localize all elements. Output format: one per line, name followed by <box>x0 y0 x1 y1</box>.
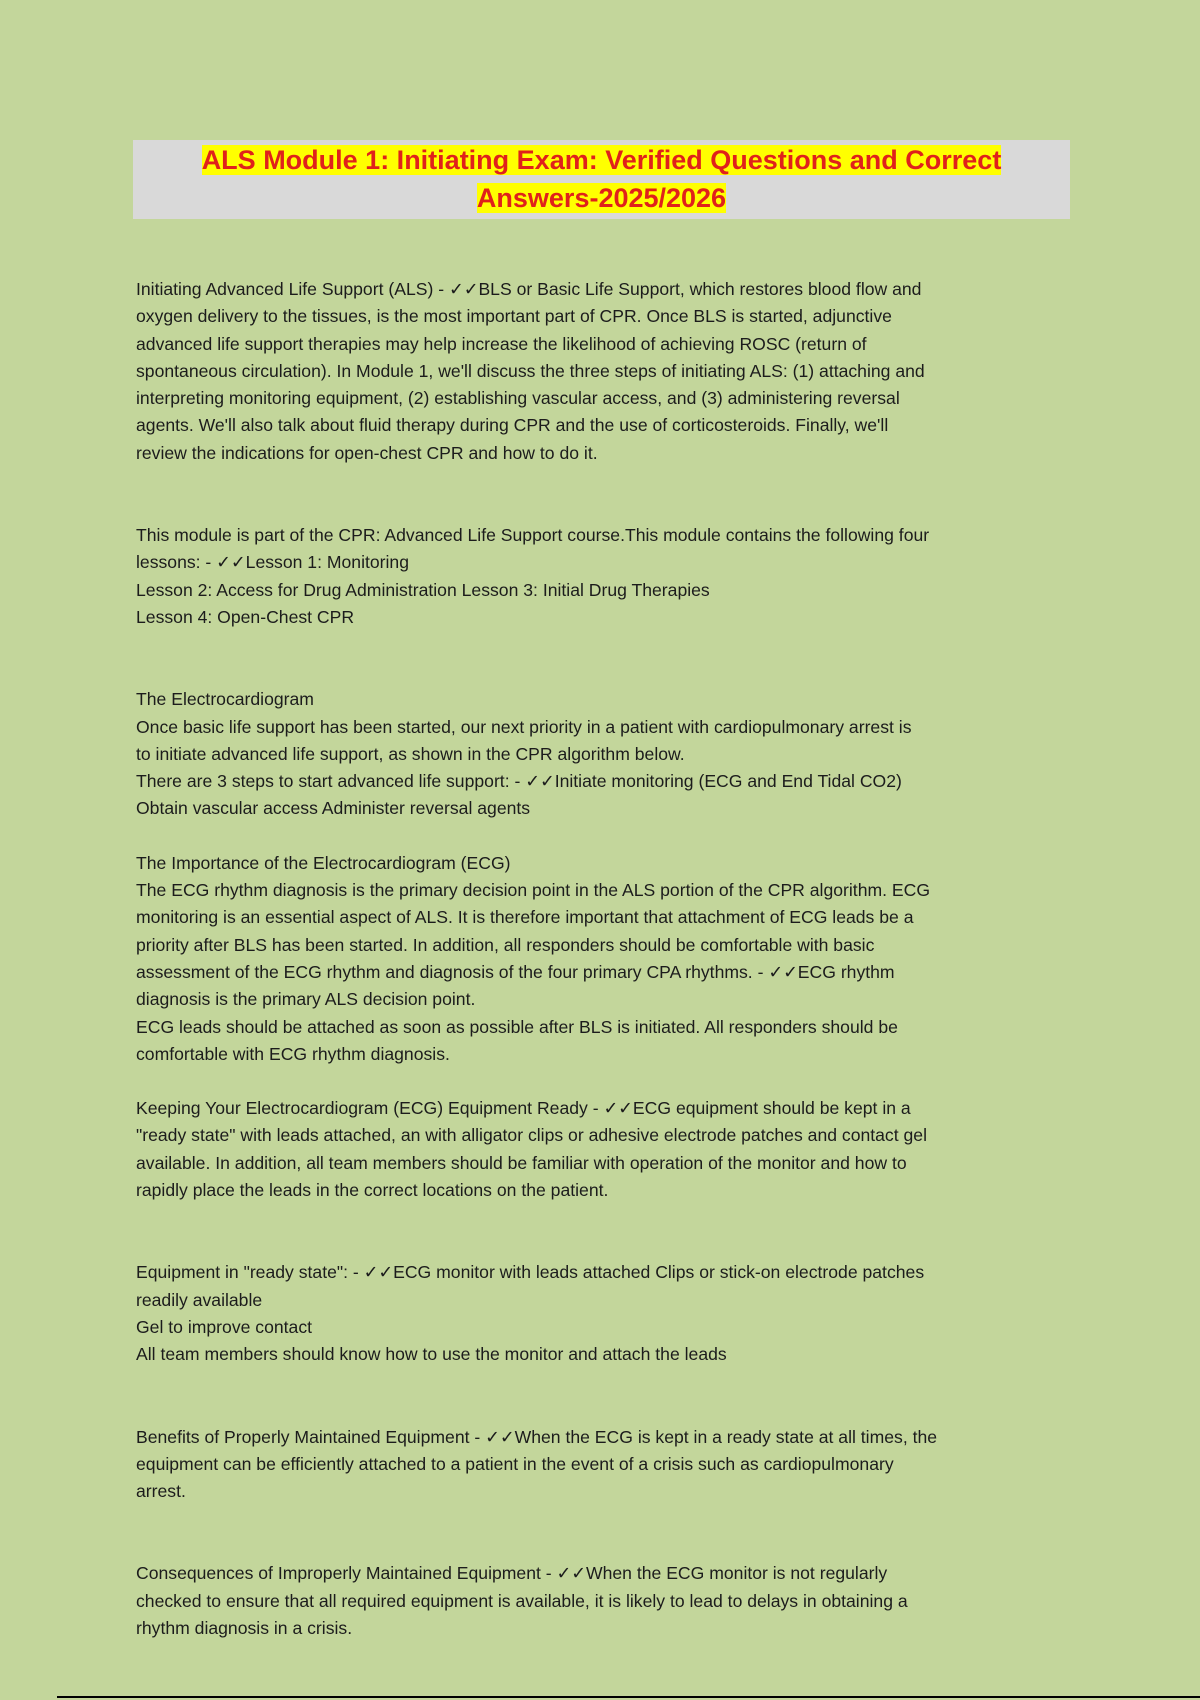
text-line: Lesson 4: Open-Chest CPR <box>136 606 355 627</box>
text-line: agents. We'll also talk about fluid therapy during CPR and the use of corticosteroids. Finally, we'll <box>136 415 889 436</box>
text-line: Initiating Advanced Life Support (ALS) - ✓✓BLS or Basic Life Support, which restores blood flow and <box>136 279 922 299</box>
spacer <box>136 1369 1076 1424</box>
spacer <box>136 631 1076 686</box>
text-line: All team members should know how to use the monitor and attach the leads <box>136 1344 727 1365</box>
text-line: checked to ensure that all required equipment is available, it is likely to lead to delays in obtaining a <box>136 1590 908 1611</box>
text-line: There are 3 steps to start advanced life support: - ✓✓Initiate monitoring (ECG and End Tidal CO2) <box>136 771 902 792</box>
spacer <box>136 823 1076 850</box>
text-line: Equipment in "ready state": - ✓✓ECG monitor with leads attached Clips or stick-on electrode patches <box>136 1262 925 1283</box>
spacer <box>136 467 1076 522</box>
text-line: to initiate advanced life support, as shown in the CPR algorithm below. <box>136 743 685 764</box>
text-line: Consequences of Improperly Maintained Equipment - ✓✓When the ECG monitor is not regularly <box>136 1563 888 1584</box>
text-line: oxygen delivery to the tissues, is the most important part of CPR. Once BLS is started, adjunctive <box>136 306 892 327</box>
text-line: equipment can be efficiently attached to a patient in the event of a crisis such as cardiopulmonary <box>136 1453 894 1474</box>
text-line: comfortable with ECG rhythm diagnosis. <box>136 1043 450 1064</box>
title-line-2 <box>133 179 1070 217</box>
title-text-1: ALS Module 1: Initiating Exam: Verified Questions and Correct <box>201 145 1002 175</box>
text-line: The Electrocardiogram <box>136 689 314 710</box>
text-line: Lesson 2: Access for Drug Administration Lesson 3: Initial Drug Therapies <box>136 579 710 600</box>
paragraph-equipment-ready <box>136 1095 1076 1204</box>
text-line: The ECG rhythm diagnosis is the primary decision point in the ALS portion of the CPR algorithm. ECG <box>136 880 931 901</box>
text-line: This module is part of the CPR: Advanced Life Support course.This module contains the following four <box>136 525 930 546</box>
text-line: Once basic life support has been started, our next priority in a patient with cardiopulmonary arrest is <box>136 716 912 737</box>
spacer <box>136 1505 1076 1560</box>
paragraph-initiating-als <box>136 276 1076 467</box>
text-line: rhythm diagnosis in a crisis. <box>136 1617 353 1638</box>
text-line: lessons: - ✓✓Lesson 1: Monitoring <box>136 552 409 573</box>
text-line: spontaneous circulation). In Module 1, we'll discuss the three steps of initiating ALS: (1) attaching and <box>136 360 925 381</box>
text-line: Obtain vascular access Administer reversal agents <box>136 798 531 819</box>
document-body <box>136 276 1076 1642</box>
title-line-1 <box>133 141 1070 179</box>
text-line: interpreting monitoring equipment, (2) establishing vascular access, and (3) administering reversal <box>136 388 900 409</box>
text-line: rapidly place the leads in the correct locations on the patient. <box>136 1180 609 1201</box>
text-line: The Importance of the Electrocardiogram (ECG) <box>136 852 511 873</box>
text-line: Keeping Your Electrocardiogram (ECG) Equipment Ready - ✓✓ECG equipment should be kept in a <box>136 1098 911 1119</box>
title-banner <box>133 140 1070 219</box>
text-line: arrest. <box>136 1481 186 1502</box>
paragraph-ready-state <box>136 1259 1076 1368</box>
paragraph-ecg-importance <box>136 850 1076 1068</box>
text-line: Benefits of Properly Maintained Equipment - ✓✓When the ECG is kept in a ready state at all times, the <box>136 1426 938 1447</box>
text-line: priority after BLS has been started. In addition, all responders should be comfortable with basic <box>136 934 875 955</box>
text-line: review the indications for open-chest CPR and how to do it. <box>136 442 598 463</box>
text-line: monitoring is an essential aspect of ALS. It is therefore important that attachment of ECG leads be a <box>136 907 914 928</box>
text-line: available. In addition, all team members should be familiar with operation of the monitor and how to <box>136 1152 907 1173</box>
text-line: Gel to improve contact <box>136 1316 313 1337</box>
footer-divider <box>57 1696 1200 1698</box>
spacer <box>136 1068 1076 1095</box>
text-line: readily available <box>136 1289 263 1310</box>
paragraph-benefits <box>136 1424 1076 1506</box>
text-line: "ready state" with leads attached, an with alligator clips or adhesive electrode patches and contact gel <box>136 1125 927 1146</box>
paragraph-consequences <box>136 1560 1076 1642</box>
text-line: diagnosis is the primary ALS decision point. <box>136 989 476 1010</box>
title-text-2: Answers-2025/2026 <box>476 183 727 213</box>
paragraph-electrocardiogram <box>136 686 1076 822</box>
text-line: ECG leads should be attached as soon as possible after BLS is initiated. All responders should be <box>136 1016 898 1037</box>
spacer <box>136 1204 1076 1259</box>
text-line: assessment of the ECG rhythm and diagnosis of the four primary CPA rhythms. - ✓✓ECG rhythm <box>136 961 895 982</box>
text-line: advanced life support therapies may help increase the likelihood of achieving ROSC (return of <box>136 333 867 354</box>
paragraph-module-lessons <box>136 522 1076 631</box>
